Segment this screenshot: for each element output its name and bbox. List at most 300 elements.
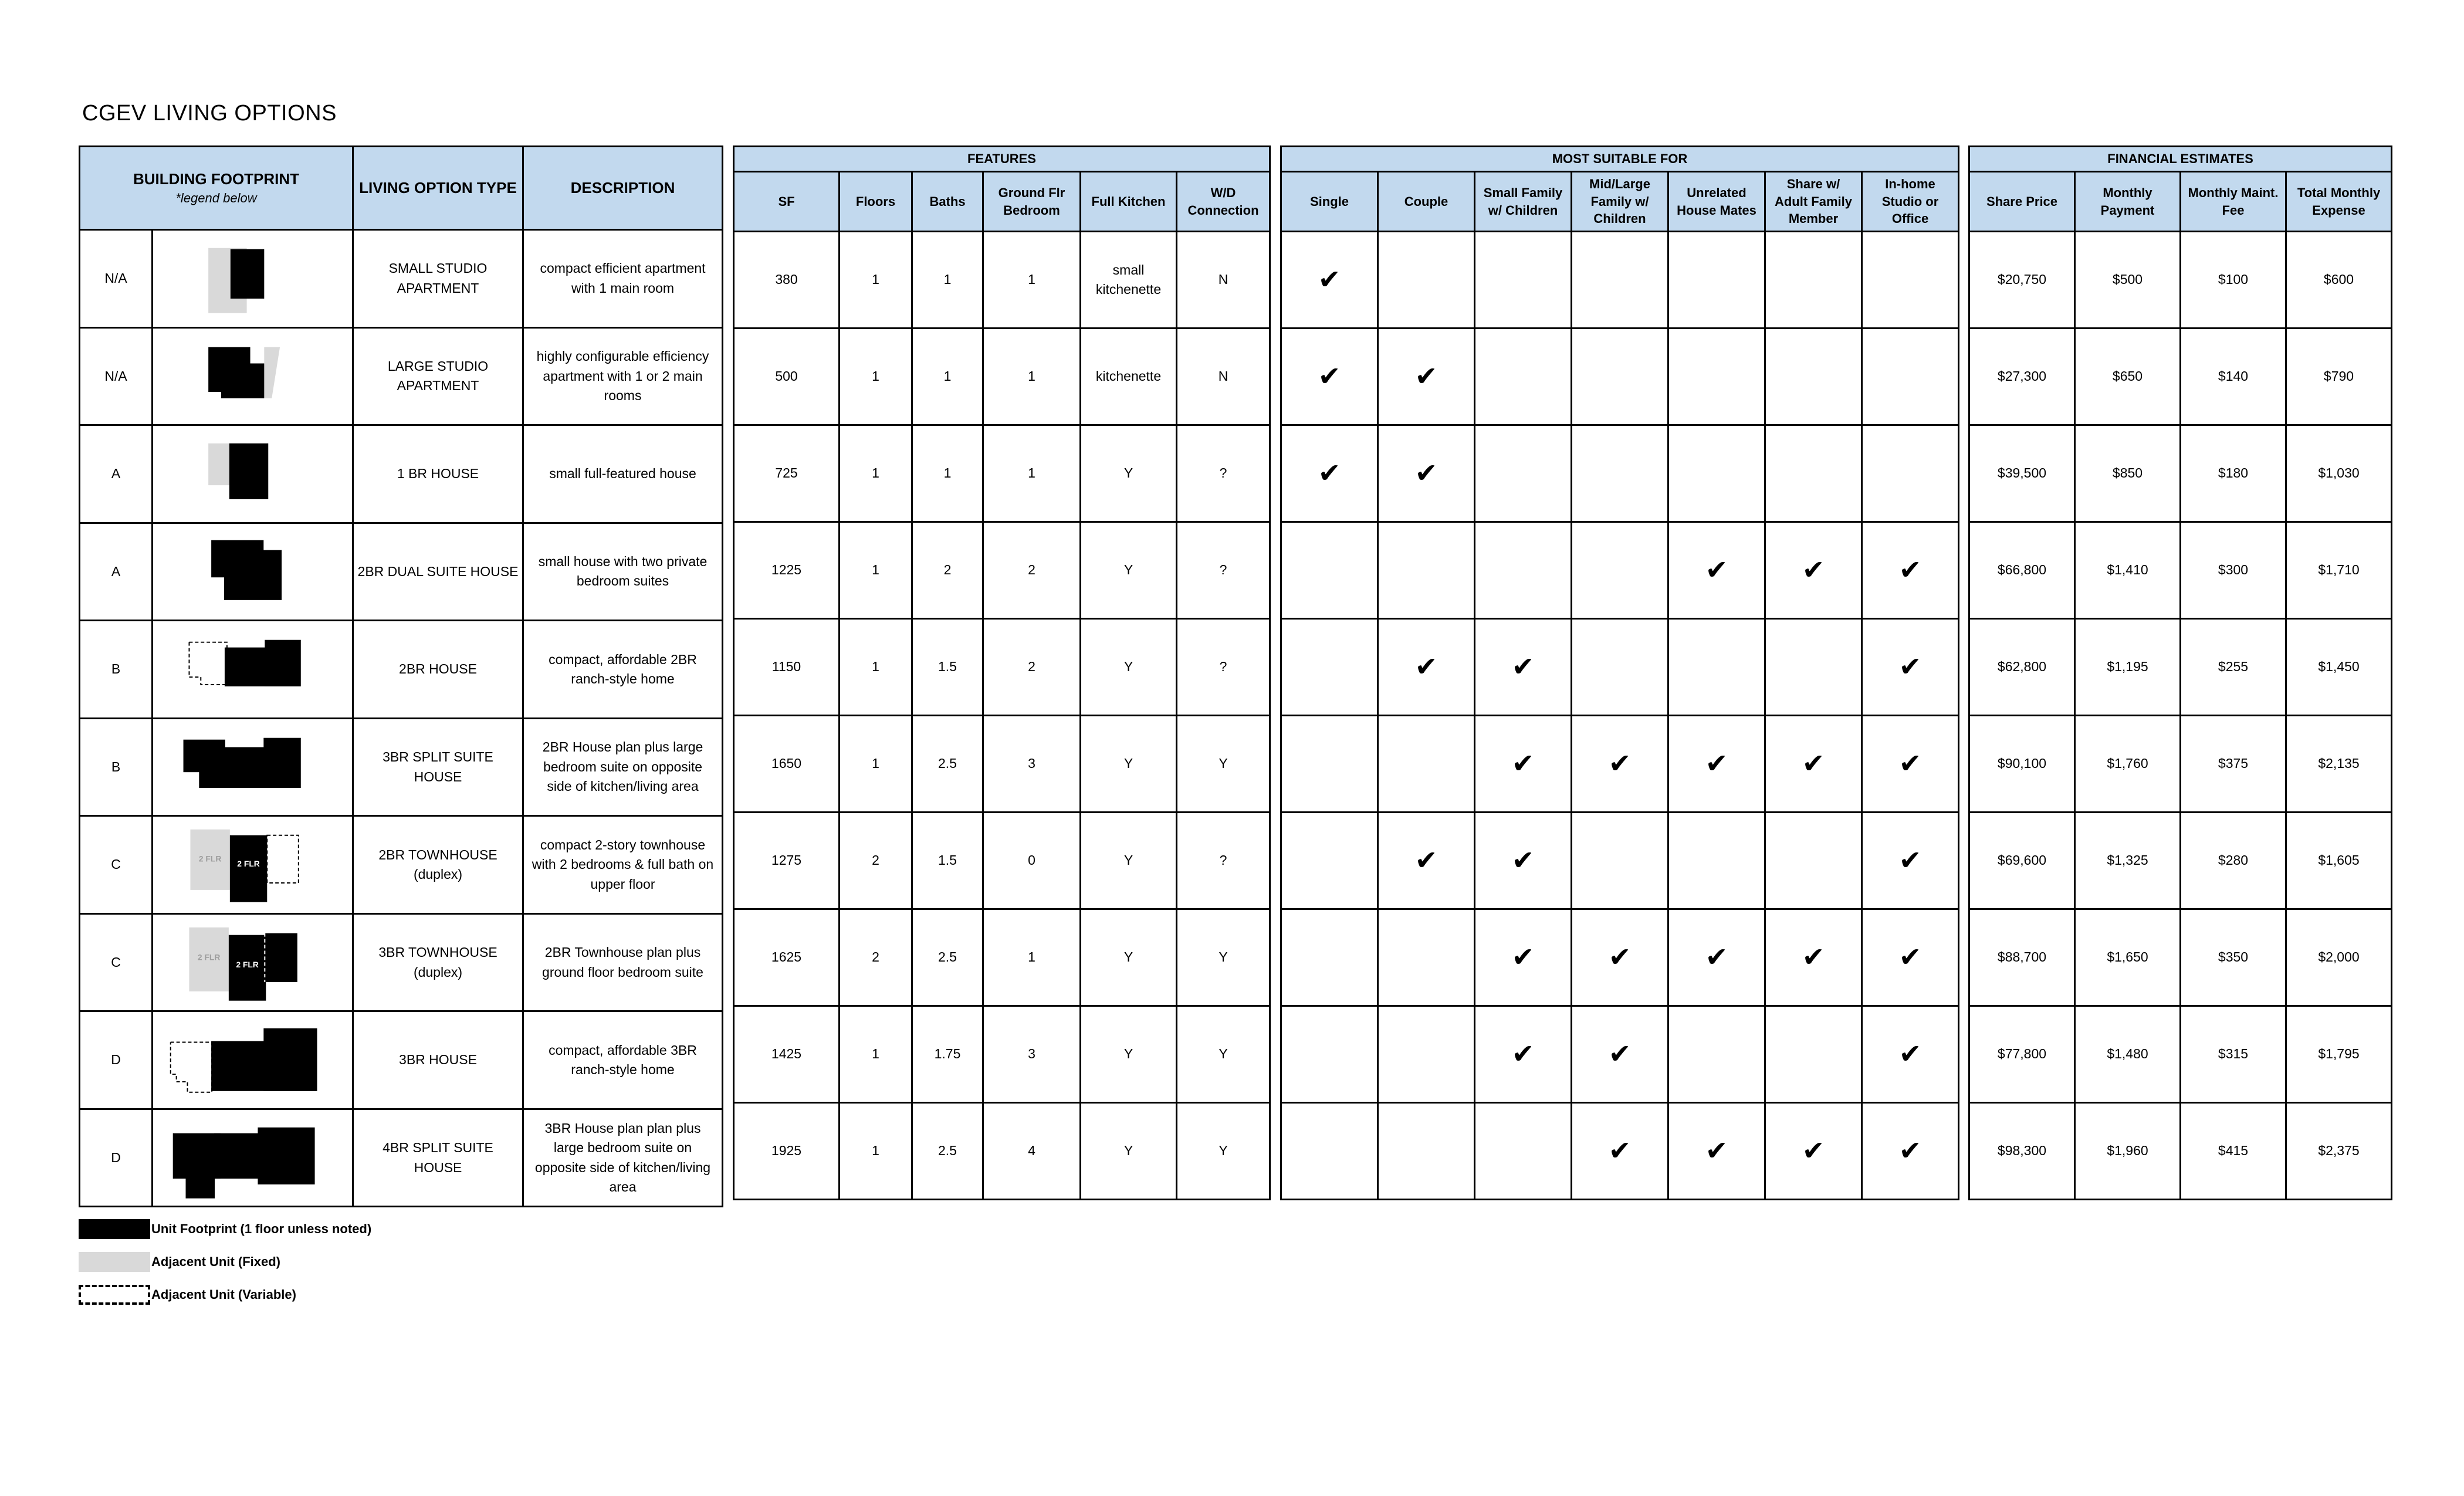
checkmark-icon: ✔ [1608,747,1632,779]
small-studio-footprint-icon [153,231,352,327]
suitable-single-cell [1281,909,1378,1006]
suitable-share-adult-family-cell [1765,425,1862,522]
kitchen-cell [1081,522,1177,619]
monthly-payment-value: $1,960 [2107,1143,2148,1159]
suitable-single-cell [1281,716,1378,813]
floors-cell [840,329,912,425]
suitable-midlarge-family-cell [1572,1006,1668,1103]
monthly-payment-cell [2075,425,2181,522]
ground-bedroom-cell [983,1103,1081,1200]
type-cell [353,718,523,816]
footprint-code: A [80,425,153,523]
features-table [733,145,1271,1200]
floors-value: 1 [872,272,879,287]
description-header: DESCRIPTION [523,147,723,230]
wd-cell [1177,329,1270,425]
suitable-couple-cell [1378,425,1475,522]
suitable-small-family-cell [1475,232,1572,329]
svg-text:2 FLR: 2 FLR [198,854,222,864]
floors-cell [840,909,912,1006]
total-expense-cell [2286,716,2392,813]
checkmark-icon: ✔ [1898,1037,1922,1069]
type-cell [353,1109,523,1207]
living-option-type: 2BR DUAL SUITE HOUSE [357,563,519,579]
ground-bedroom-cell [983,813,1081,909]
share-price-value: $66,800 [1997,562,2047,578]
sf-value: 1425 [771,1046,802,1062]
wd-cell [1177,909,1270,1006]
maint-fee-value: $180 [2218,465,2249,481]
table-row [734,232,1270,329]
kitchen-value: kitchenette [1095,368,1162,384]
monthly-payment-value: $1,480 [2107,1046,2148,1062]
type-cell [353,230,523,328]
kitchen-cell [1081,716,1177,813]
sf-cell [734,1006,840,1103]
checkmark-icon: ✔ [1511,747,1535,779]
floors-value: 2 [872,949,879,965]
table-row [734,813,1270,909]
wd-value: ? [1219,562,1227,578]
table-row [734,716,1270,813]
baths-value: 1.5 [938,852,957,868]
share-price-value: $69,600 [1997,852,2047,868]
3br-house-footprint-icon [153,1012,352,1108]
baths-cell [912,329,983,425]
description-text: compact, affordable 3BR ranch-style home [549,1042,697,1078]
total-expense-value: $2,375 [2318,1143,2360,1159]
checkmark-icon: ✔ [1414,844,1438,876]
suitable-single-cell [1281,522,1378,619]
footprint-drawing [153,621,353,719]
description-text: small full-featured house [549,466,696,482]
baths-value: 2.5 [938,1143,957,1159]
total-monthly-expense-header: Total Monthly Expense [2286,172,2392,232]
3br-split-suite-footprint-icon [153,719,352,815]
total-expense-value: $2,000 [2318,949,2360,965]
sf-cell [734,716,840,813]
maint-fee-value: $415 [2218,1143,2249,1159]
suitable-inhome-studio-cell [1862,522,1959,619]
kitchen-cell [1081,1006,1177,1103]
suitable-couple-cell [1378,232,1475,329]
floors-cell [840,1006,912,1103]
sf-cell [734,522,840,619]
ground-bedroom-value: 1 [1028,368,1035,384]
svg-text:2 FLR: 2 FLR [197,952,221,962]
maint-fee-value: $300 [2218,562,2249,578]
small-family-header: Small Family w/ Children [1475,172,1572,232]
maint-fee-cell [2181,909,2286,1006]
suitable-small-family-cell [1475,619,1572,716]
type-cell [353,523,523,621]
total-expense-cell [2286,813,2392,909]
baths-value: 1 [943,465,952,481]
sf-value: 725 [775,465,798,481]
table-row [734,909,1270,1006]
checkmark-icon: ✔ [1318,456,1341,489]
checkmark-icon: ✔ [1898,940,1922,973]
monthly-payment-value: $1,650 [2107,949,2148,965]
maint-fee-cell [2181,522,2286,619]
kitchen-value: small kitchenette [1095,262,1162,297]
table-row [1969,232,2392,329]
legend-adjacent-fixed [79,1251,371,1273]
floors-value: 1 [872,1143,879,1159]
footprint-drawing [153,425,353,523]
checkmark-icon: ✔ [1802,553,1825,585]
suitable-small-family-cell [1475,909,1572,1006]
monthly-payment-value: $1,760 [2107,756,2148,771]
share-price-value: $77,800 [1997,1046,2047,1062]
checkmark-icon: ✔ [1511,940,1535,973]
suitable-unrelated-house-mates-cell [1668,813,1765,909]
table-row [1281,1103,1959,1200]
suitable-couple-cell [1378,619,1475,716]
share-price-cell [1969,232,2075,329]
most-suitable-for-table [1280,145,1959,1200]
checkmark-icon: ✔ [1511,844,1535,876]
adjacent-fixed-swatch [79,1252,150,1272]
suitable-single-cell [1281,232,1378,329]
suitable-inhome-studio-cell [1862,1006,1959,1103]
suitable-unrelated-house-mates-cell [1668,522,1765,619]
footprint-code: D [80,1109,153,1207]
wd-value: ? [1219,659,1227,675]
suitable-unrelated-house-mates-cell [1668,716,1765,813]
table-row [734,522,1270,619]
footprint-code: A [80,523,153,621]
maint-fee-cell [2181,232,2286,329]
footprint-drawing [153,913,353,1011]
share-price-value: $90,100 [1997,756,2047,771]
large-studio-footprint-icon [153,329,352,425]
monthly-payment-cell [2075,619,2181,716]
maint-fee-value: $255 [2218,659,2249,675]
type-cell [353,327,523,425]
living-option-type: 1 BR HOUSE [397,466,479,482]
total-expense-value: $600 [2323,272,2354,287]
kitchen-cell [1081,232,1177,329]
description-cell [523,913,723,1011]
table-row [80,523,723,621]
table-row [1281,813,1959,909]
checkmark-icon: ✔ [1414,650,1438,682]
table-row [80,1011,723,1109]
share-price-cell [1969,813,2075,909]
wd-cell [1177,813,1270,909]
table-row [1969,716,2392,813]
footprint-drawing [153,1011,353,1109]
kitchen-value: Y [1123,1046,1133,1062]
checkmark-icon: ✔ [1318,360,1341,392]
kitchen-value: Y [1123,756,1133,771]
checkmark-icon: ✔ [1802,940,1825,973]
kitchen-cell [1081,1103,1177,1200]
table-row [1969,619,2392,716]
living-option-type: 3BR HOUSE [399,1052,477,1068]
ground-flr-bedroom-header: Ground Flr Bedroom [983,172,1081,232]
suitable-inhome-studio-cell [1862,909,1959,1006]
suitable-share-adult-family-cell [1765,813,1862,909]
kitchen-value: Y [1123,562,1133,578]
monthly-payment-cell [2075,813,2181,909]
2br-house-footprint-icon [153,621,352,717]
wd-value: ? [1219,465,1227,481]
description-text: 2BR House plan plus large bedroom suite on opposite side of kitchen/living area [542,739,703,794]
checkmark-icon: ✔ [1414,456,1438,489]
suitable-small-family-cell [1475,522,1572,619]
ground-bedroom-value: 3 [1028,756,1035,771]
checkmark-icon: ✔ [1898,553,1922,585]
total-expense-value: $2,135 [2318,756,2360,771]
wd-cell [1177,425,1270,522]
share-price-cell [1969,716,2075,813]
footprint-code: B [80,621,153,719]
total-expense-value: $1,605 [2318,852,2360,868]
baths-value: 1 [943,272,952,287]
baths-cell [912,1103,983,1200]
table-row [80,327,723,425]
baths-value: 1.5 [938,659,957,675]
checkmark-icon: ✔ [1898,844,1922,876]
footprint-code: D [80,1011,153,1109]
description-cell [523,718,723,816]
suitable-share-adult-family-cell [1765,909,1862,1006]
maint-fee-value: $315 [2218,1046,2249,1062]
page-title: CGEV LIVING OPTIONS [82,101,337,126]
baths-value: 1.75 [934,1046,961,1062]
type-cell [353,913,523,1011]
suitable-couple-cell [1378,813,1475,909]
legend-adjacent-variable [79,1284,371,1306]
footprint-drawing [153,718,353,816]
baths-cell [912,716,983,813]
ground-bedroom-value: 1 [1028,949,1035,965]
baths-cell [912,1006,983,1103]
description-cell [523,621,723,719]
ground-bedroom-value: 0 [1028,852,1035,868]
total-expense-value: $1,450 [2318,659,2360,675]
description-text: small house with two private bedroom suites [538,554,708,589]
4br-split-suite-footprint-icon [153,1110,352,1206]
maint-fee-cell [2181,619,2286,716]
suitable-single-cell [1281,1103,1378,1200]
description-cell [523,327,723,425]
suitable-midlarge-family-cell [1572,619,1668,716]
suitable-share-adult-family-cell [1765,232,1862,329]
baths-value: 2.5 [938,949,957,965]
type-cell [353,1011,523,1109]
maint-fee-value: $350 [2218,949,2249,965]
suitable-small-family-cell [1475,716,1572,813]
ground-bedroom-cell [983,1006,1081,1103]
wd-cell [1177,1103,1270,1200]
sf-header: SF [734,172,840,232]
monthly-payment-value: $1,410 [2107,562,2148,578]
checkmark-icon: ✔ [1414,360,1438,392]
share-price-value: $20,750 [1997,272,2047,287]
floors-value: 1 [872,562,879,578]
maint-fee-cell [2181,813,2286,909]
unrelated-house-mates-header: Unrelated House Mates [1668,172,1765,232]
table-row [80,1109,723,1207]
checkmark-icon: ✔ [1898,650,1922,682]
wd-value: N [1218,368,1228,384]
unit-footprint-swatch [79,1219,150,1239]
suitable-couple-cell [1378,522,1475,619]
wd-value: ? [1219,852,1227,868]
suitable-single-cell [1281,425,1378,522]
monthly-payment-value: $1,195 [2107,659,2148,675]
description-cell [523,816,723,914]
monthly-payment-cell [2075,909,2181,1006]
footprint-drawing [153,327,353,425]
suitable-unrelated-house-mates-cell [1668,232,1765,329]
total-expense-cell [2286,522,2392,619]
3br-townhouse-footprint-icon [153,915,352,1011]
sf-value: 1650 [771,756,802,771]
table-row [734,619,1270,716]
monthly-payment-cell [2075,1006,2181,1103]
ground-bedroom-value: 3 [1028,1046,1035,1062]
table-row [734,1103,1270,1200]
monthly-payment-cell [2075,329,2181,425]
footprint-drawing [153,230,353,328]
single-header: Single [1281,172,1378,232]
table-row [1281,329,1959,425]
table-row [1969,522,2392,619]
floors-value: 1 [872,659,879,675]
suitable-inhome-studio-cell [1862,232,1959,329]
checkmark-icon: ✔ [1705,940,1728,973]
monthly-payment-value: $500 [2112,272,2143,287]
suitable-couple-cell [1378,716,1475,813]
suitable-unrelated-house-mates-cell [1668,1006,1765,1103]
suitable-small-family-cell [1475,329,1572,425]
ground-bedroom-value: 1 [1028,272,1035,287]
svg-text:2 FLR: 2 FLR [236,960,259,970]
legend-note: *legend below [175,191,257,206]
suitable-small-family-cell [1475,813,1572,909]
suitable-midlarge-family-cell [1572,716,1668,813]
table-row [1281,909,1959,1006]
baths-cell [912,619,983,716]
wd-connection-header: W/D Connection [1177,172,1270,232]
ground-bedroom-value: 1 [1028,465,1035,481]
monthly-payment-value: $1,325 [2107,852,2148,868]
suitable-single-cell [1281,1006,1378,1103]
inhome-studio-header: In-home Studio or Office [1862,172,1959,232]
description-cell [523,523,723,621]
checkmark-icon: ✔ [1705,553,1728,585]
table-row [1969,329,2392,425]
kitchen-value: Y [1123,852,1133,868]
ground-bedroom-cell [983,522,1081,619]
kitchen-value: Y [1123,659,1133,675]
maint-fee-value: $100 [2218,272,2249,287]
ground-bedroom-value: 4 [1028,1143,1035,1159]
total-expense-value: $1,710 [2318,562,2360,578]
share-price-value: $39,500 [1997,465,2047,481]
checkmark-icon: ✔ [1802,747,1825,779]
suitable-couple-cell [1378,1103,1475,1200]
checkmark-icon: ✔ [1898,1134,1922,1166]
checkmark-icon: ✔ [1608,940,1632,973]
suitable-midlarge-family-cell [1572,232,1668,329]
monthly-payment-cell [2075,716,2181,813]
total-expense-cell [2286,232,2392,329]
legend-unit-label: Unit Footprint (1 floor unless noted) [151,1221,372,1236]
ground-bedroom-cell [983,619,1081,716]
baths-cell [912,909,983,1006]
share-price-cell [1969,329,2075,425]
wd-cell [1177,716,1270,813]
suitable-midlarge-family-cell [1572,813,1668,909]
table-row [734,329,1270,425]
maint-fee-cell [2181,329,2286,425]
floors-cell [840,619,912,716]
description-text: 3BR House plan plan plus large bedroom suite on opposite side of kitchen/living area [534,1121,711,1195]
2br-townhouse-footprint-icon [153,817,352,913]
floors-header: Floors [840,172,912,232]
kitchen-cell [1081,909,1177,1006]
wd-cell [1177,522,1270,619]
living-option-type: 3BR TOWNHOUSE (duplex) [378,945,497,980]
kitchen-value: Y [1123,949,1133,965]
suitable-couple-cell [1378,1006,1475,1103]
suitable-share-adult-family-cell [1765,619,1862,716]
total-expense-cell [2286,425,2392,522]
checkmark-icon: ✔ [1511,1037,1535,1069]
suitable-unrelated-house-mates-cell [1668,329,1765,425]
description-cell [523,425,723,523]
checkmark-icon: ✔ [1511,650,1535,682]
monthly-maint-fee-header: Monthly Maint. Fee [2181,172,2286,232]
kitchen-cell [1081,425,1177,522]
floors-value: 1 [872,368,879,384]
monthly-payment-value: $850 [2112,465,2143,481]
monthly-payment-cell [2075,522,2181,619]
suitable-unrelated-house-mates-cell [1668,1103,1765,1200]
suitable-share-adult-family-cell [1765,1006,1862,1103]
floors-cell [840,425,912,522]
share-price-cell [1969,425,2075,522]
sf-value: 1225 [771,562,802,578]
share-price-value: $27,300 [1997,368,2047,384]
legend-variable-label: Adjacent Unit (Variable) [151,1287,296,1302]
midlarge-family-header: Mid/Large Family w/ Children [1572,172,1668,232]
kitchen-cell [1081,619,1177,716]
monthly-payment-cell [2075,1103,2181,1200]
suitable-inhome-studio-cell [1862,813,1959,909]
table-row [1969,1103,2392,1200]
table-row [80,718,723,816]
ground-bedroom-cell [983,425,1081,522]
kitchen-cell [1081,813,1177,909]
share-price-cell [1969,619,2075,716]
suitable-inhome-studio-cell [1862,329,1959,425]
floors-cell [840,522,912,619]
sf-value: 1925 [771,1143,802,1159]
wd-cell [1177,1006,1270,1103]
floors-cell [840,1103,912,1200]
ground-bedroom-cell [983,716,1081,813]
living-option-type: LARGE STUDIO APARTMENT [387,358,489,394]
suitable-unrelated-house-mates-cell [1668,425,1765,522]
ground-bedroom-cell [983,909,1081,1006]
maint-fee-cell [2181,716,2286,813]
